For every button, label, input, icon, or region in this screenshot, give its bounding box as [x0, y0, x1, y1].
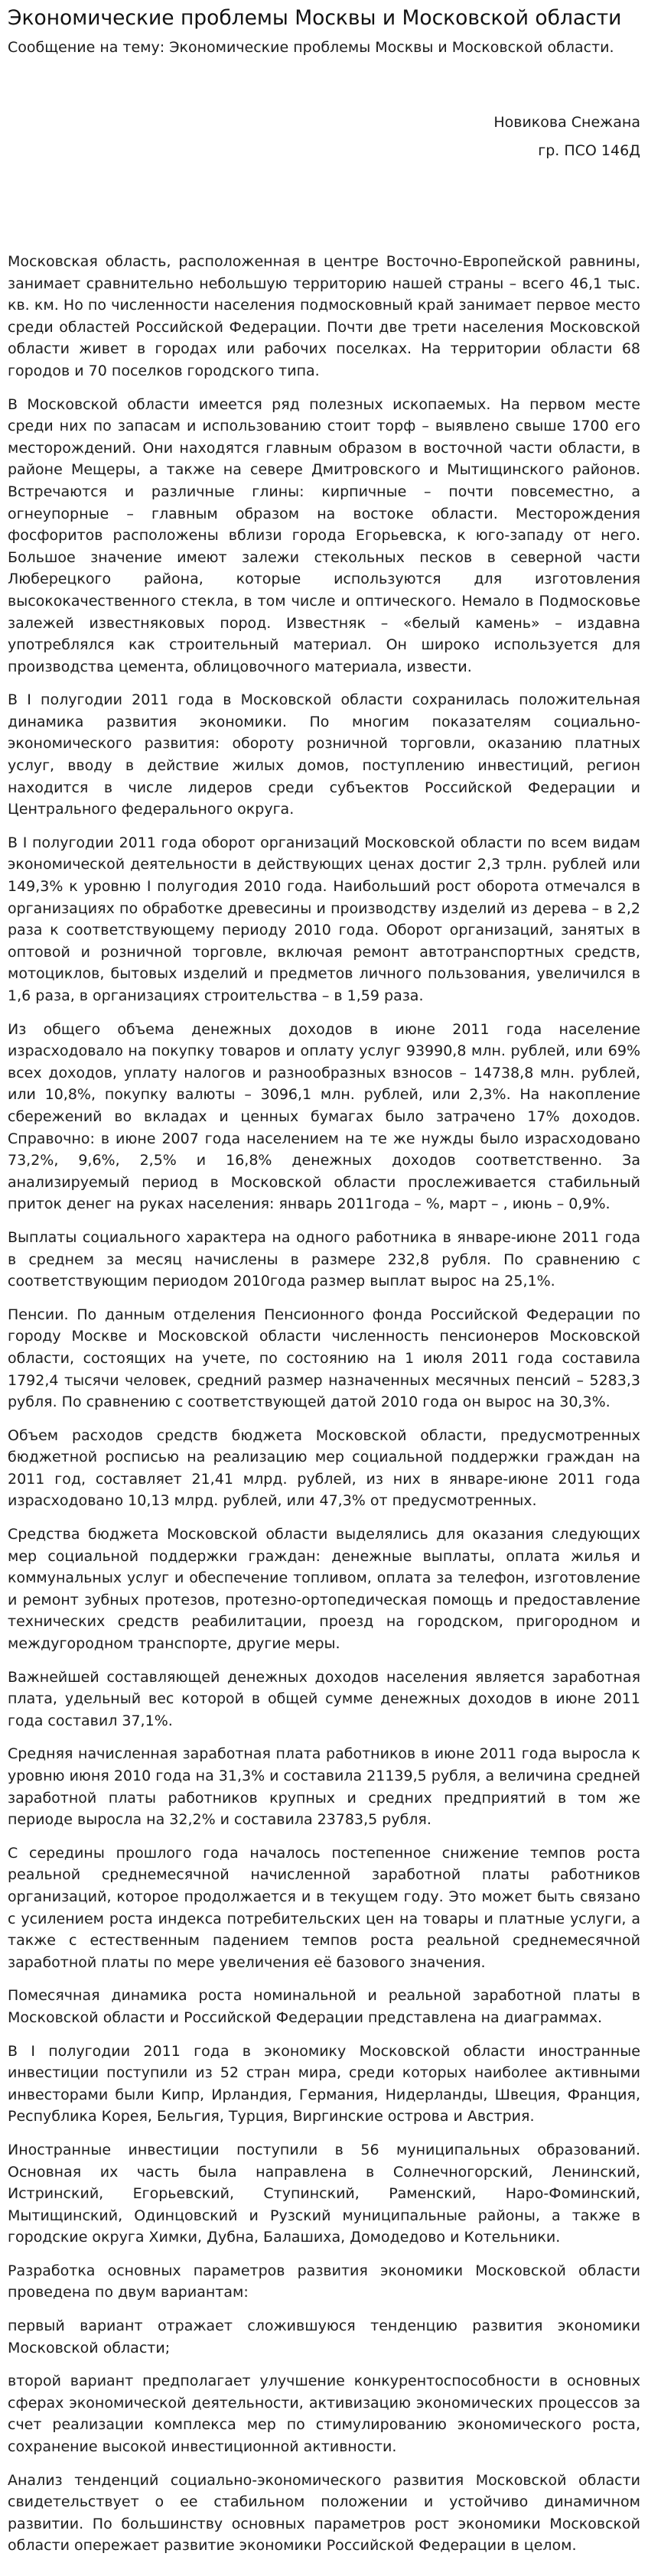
paragraph: Помесячная динамика роста номинальной и реальной заработной платы в Московской области и Российской Федерации представлена на диаграммах.: [8, 1987, 640, 2026]
paragraph: Из общего объема денежных доходов в июне 2011 года население израсходовало на покупку товаров и оплату услуг 93990,8 млн. рублей, или 69% всех доходов, уплату налогов и разнообразных взносов – 14738,8 млн. рублей, или 10,8%, покупку валюты – 3096,1 млн. рублей, или 2,3%. На накопление сбережений во вкладах и ценных бумагах было затрачено 17% доходов. Справочно: в июне 2007 года населением на те же нужды было израсходовано 73,2%, 9,6%, 2,5% и 16,8% денежных доходов соответственно. За анализируемый период в Московской области прослеживается стабильный приток денег на руках населения: январь 2011года – %, март – , июнь – 0,9%.: [8, 1020, 640, 1213]
paragraph: первый вариант отражает сложившуюся тенденцию развития экономики Московской области;: [8, 2317, 640, 2356]
paragraph: Важнейшей составляющей денежных доходов населения является заработная плата, удельный вес которой в общей сумме денежных доходов в июне 2011 года составил 37,1%.: [8, 1668, 640, 1729]
paragraph: Выплаты социального характера на одного работника в январе-июне 2011 года в среднем за месяц начислены в размере 232,8 рубля. По сравнению с соответствующим периодом 2010года размер выплат вырос на 25,1%.: [8, 1228, 640, 1290]
paragraph: Объем расходов средств бюджета Московской области, предусмотренных бюджетной росписью на реализацию мер социальной поддержки граждан на 2011 год, составляет 21,41 млрд. рублей, из них в январе-июне 2011 года израсходовано 10,13 млрд. рублей, или 47,3% от предусмотренных.: [8, 1426, 640, 1510]
paragraph: Средняя начисленная заработная плата работников в июне 2011 года выросла к уровню июня 2010 года на 31,3% и составила 21139,5 рубля, а величина средней заработной платы работников крупных и средних предприятий в том же периоде выросла на 32,2% и составила 23783,5 рубля.: [8, 1745, 640, 1829]
paragraph: Московская область, расположенная в центре Восточно-Европейской равнины, занимает сравнительно небольшую территорию нашей страны – всего 46,1 тыс. кв. км. Но по численности населения подмосковный край занимает первое место среди областей Российской Федерации. Почти две трети населения Московской области живет в городах или рабочих поселках. На территории области 68 городов и 70 поселков городского типа.: [8, 253, 640, 379]
author-name: Новикова Снежана: [493, 114, 640, 131]
paragraph: В I полугодии 2011 года оборот организаций Московской области по всем видам экономической деятельности в действующих ценах достиг 2,3 трлн. рублей или 149,3% к уровню I полугодия 2010 года. Наибольший рост оборота отмечался в организациях по обработке древесины и производству изделий из дерева – в 2,2 раза к соответствующему периоду 2010 года. Оборот организаций, занятых в оптовой и розничной торговле, включая ремонт автотранспортных средств, мотоциклов, бытовых изделий и предметов личного пользования, увеличился в 1,6 раза, в организациях строительства – в 1,59 раза.: [8, 834, 640, 1004]
paragraph: В I полугодии 2011 года в экономику Московской области иностранные инвестиции поступили из 52 стран мира, среди которых наиболее активными инвесторами были Кипр, Ирландия, Германия, Нидерланды, Швеция, Франция, Республика Корея, Бельгия, Турция, Виргинские острова и Австрия.: [8, 2042, 640, 2126]
paragraph: В Московской области имеется ряд полезных ископаемых. На первом месте среди них по запасам и использованию стоит торф – выявлено свыше 1700 его месторождений. Они находятся главным образом в восточной части области, в районе Мещеры, а также на севере Дмитровского и Мытищинского районов. Встречаются и различные глины: кирпичные – почти повсеместно, а огнеупорные – главным образом на востоке области. Месторождения фосфоритов расположены вблизи города Егорьевска, к юго-западу от него. Большое значение имеют залежи стекольных песков в северной части Люберецкого района, которые используются для изготовления высококачественного стекла, в том числе и оптического. Немало в Подмосковье залежей известняковых пород. Известняк – «белый камень» – издавна употреблялся как строительный материал. Он широко используется для производства цемента, облицовочного материала, извести.: [8, 395, 640, 675]
paragraph: Пенсии. По данным отделения Пенсионного фонда Российской Федерации по городу Москве и Московской области численность пенсионеров Московской области, состоящих на учете, по состоянию на 1 июля 2011 года составила 1792,4 тысячи человек, средний размер назначенных месячных пенсий – 5283,3 рубля. По сравнению с соответствующей датой 2010 года он вырос на 30,3%.: [8, 1306, 640, 1411]
paragraph: В I полугодии 2011 года в Московской области сохранилась положительная динамика развития экономики. По многим показателям социально-экономического развития: обороту розничной торговли, оказанию платных услуг, вводу в действие жилых домов, поступлению инвестиций, регион находится в числе лидеров среди субъектов Российской Федерации и Центрального федерального округа.: [8, 691, 640, 818]
paragraph: второй вариант предполагает улучшение конкурентоспособности в основных сферах экономической деятельности, активизацию экономических процессов за счет реализации комплекса мер по стимулированию экономического роста, сохранение высокой инвестиционной активности.: [8, 2373, 640, 2456]
page-title: Экономические проблемы Москвы и Московской области: [8, 6, 622, 30]
paragraph: Разработка основных параметров развития экономики Московской области проведена по двум вариантам:: [8, 2262, 640, 2301]
paragraph: Средства бюджета Московской области выделялись для оказания следующих мер социальной поддержки граждан: денежные выплаты, оплата жилья и коммунальных услуг и обеспечение топливом, оплата за телефон, изготовление и ремонт зубных протезов, протезно-ортопедическая помощь и предоставление технических средств реабилитации, проезд на городском, пригородном и междугородном транспорте, другие меры.: [8, 1526, 640, 1653]
paragraph: Анализ тенденций социально-экономического развития Московской области свидетельствует о ее стабильном положении и устойчиво динамичном развитии. По большинству основных параметров рост экономики Московской области опережает развитие экономики Российской Федерации в целом.: [8, 2471, 640, 2555]
page-subtitle: Сообщение на тему: Экономические проблемы Москвы и Московской области.: [8, 39, 614, 56]
author-block: [8, 109, 640, 165]
article-body: [8, 251, 640, 2557]
paragraph: Иностранные инвестиции поступили в 56 муниципальных образований. Основная их часть была направлена в Солнечногорский, Ленинский, Истринский, Егорьевский, Ступинский, Раменский, Наро-Фоминский, Мытищинский, Одинцовский и Рузский муниципальные районы, а также в городские округа Химки, Дубна, Балашиха, Домодедово и Котельники.: [8, 2141, 640, 2246]
paragraph: С середины прошлого года началось постепенное снижение темпов роста реальной среднемесячной начисленной заработной платы работников организаций, которое продолжается и в текущем году. Это может быть связано с усилением роста индекса потребительских цен на товары и платные услуги, а также с естественным падением темпов роста реальной среднемесячной заработной платы по мере увеличения её базового значения.: [8, 1844, 640, 1971]
author-group: гр. ПСО 146Д: [538, 142, 640, 159]
